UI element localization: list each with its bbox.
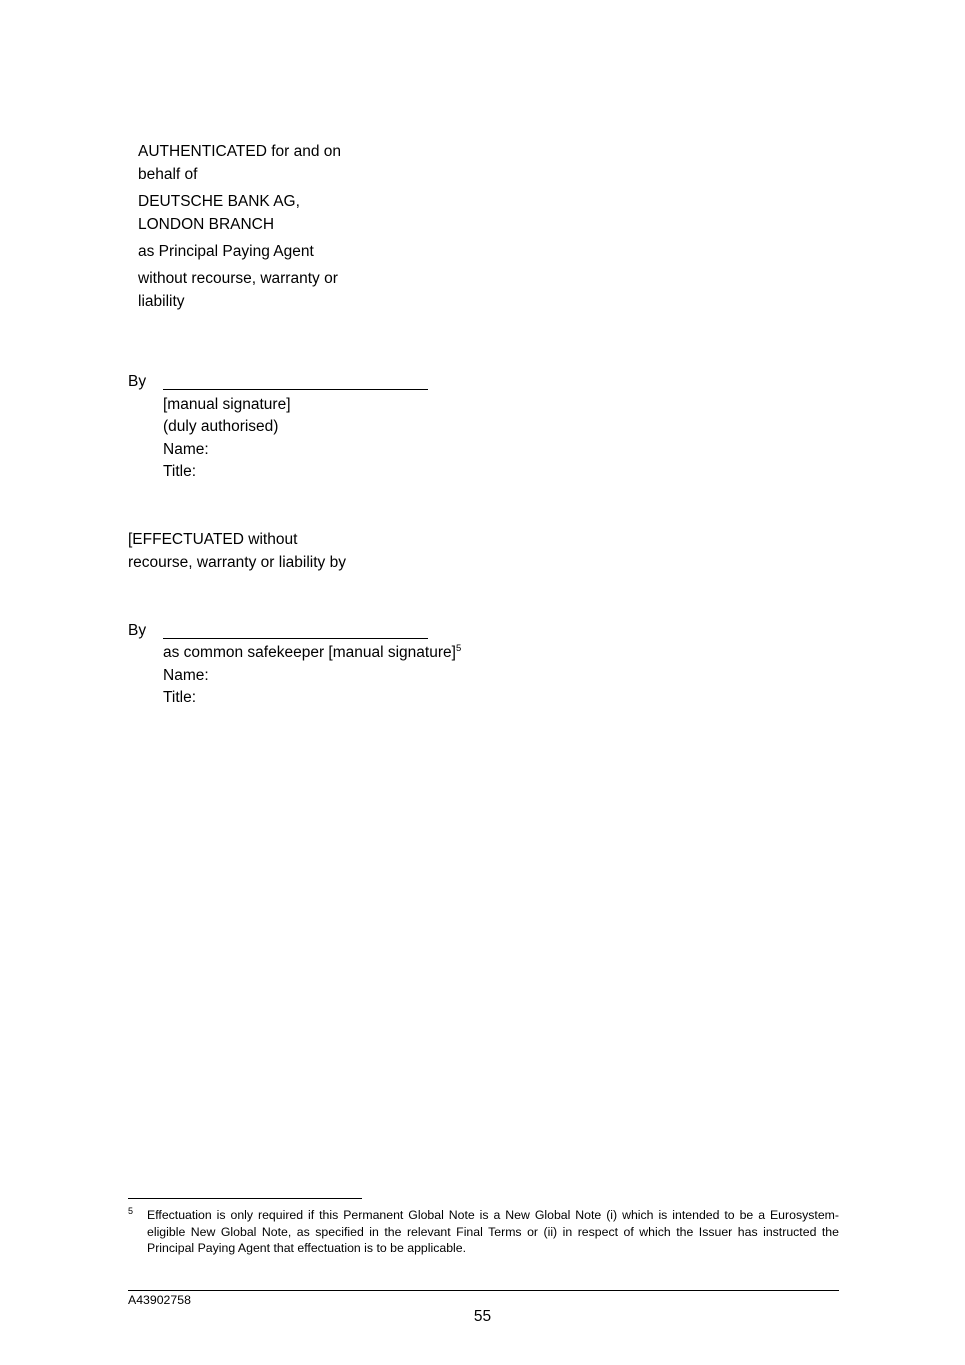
footer-separator [128, 1290, 839, 1291]
title-label-2: Title: [163, 689, 197, 706]
common-safekeeper-note [163, 642, 461, 665]
authenticated-line-2: behalf of [138, 166, 198, 183]
recourse-line-1: without recourse, warranty or [138, 270, 338, 287]
authenticated-line-1: AUTHENTICATED for and on [138, 143, 341, 160]
name-label-2: Name: [163, 667, 209, 684]
recourse-line-2: liability [138, 293, 185, 310]
bank-name-line-1: DEUTSCHE BANK AG, [138, 193, 300, 210]
document-reference: A43902758 [128, 1293, 191, 1307]
footnote-number: 5 [128, 1206, 134, 1216]
by-label-2: By [128, 622, 147, 639]
signature-line-1 [163, 389, 428, 390]
page-number: 55 [473, 1308, 492, 1325]
duly-authorised-note: (duly authorised) [163, 418, 279, 435]
footnote-text: Effectuation is only required if this Permanent Global Note is a New Global Note (i) which is intended to be a Eurosystem-eligible New Global Note, as specified in the relevant Final Terms or (ii) in respect of which the Issuer has instructed the Principal Paying Agent that effectuation is to be applicable. [147, 1208, 839, 1255]
signature-line-2 [163, 638, 428, 639]
title-label-1: Title: [163, 463, 197, 480]
footnote-separator [128, 1198, 362, 1199]
effectuated-line-1: [EFFECTUATED without [128, 531, 298, 548]
manual-signature-note: [manual signature] [163, 396, 291, 413]
principal-paying-agent-role: as Principal Paying Agent [138, 243, 314, 260]
by-label-1: By [128, 373, 147, 390]
common-safekeeper-text: as common safekeeper [manual signature] [163, 644, 456, 661]
bank-name-line-2: LONDON BRANCH [138, 216, 275, 233]
footnote-reference[interactable]: 5 [455, 643, 462, 654]
effectuated-line-2: recourse, warranty or liability by [128, 554, 346, 571]
name-label-1: Name: [163, 441, 209, 458]
